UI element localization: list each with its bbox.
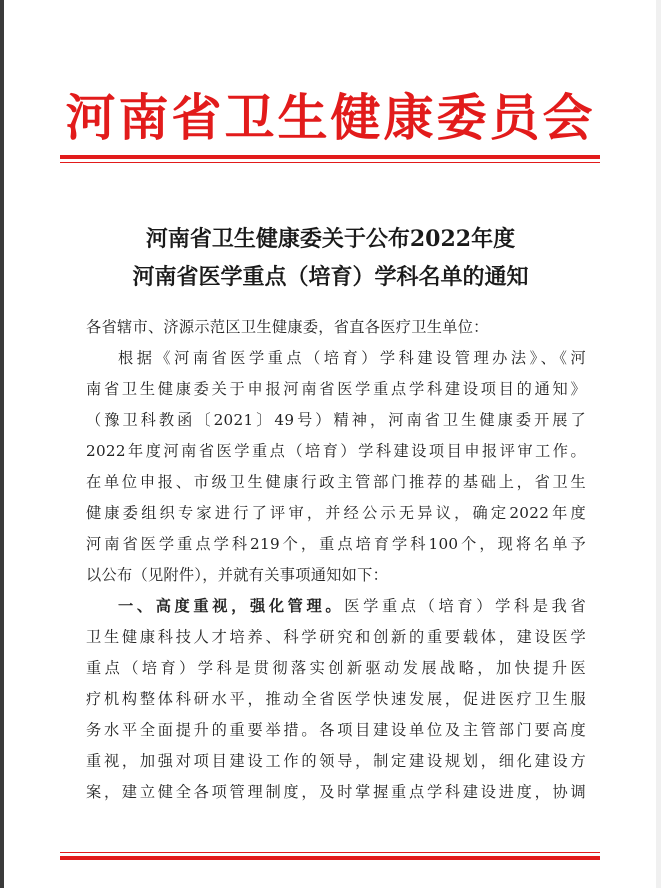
salutation: 各省辖市、济源示范区卫生健康委，省直各医疗卫生单位：	[86, 318, 489, 336]
paragraph1-line: 健康委组织专家进行了评审，并经公示无异议，确定2022年度	[86, 504, 586, 522]
section1-line: 务水平全面提升的重要举措。各项目建设单位及主管部门要高度	[86, 721, 586, 739]
section1-heading: 一、高度重视，强化管理。	[118, 597, 345, 615]
section1-line: 重点（培育）学科是贯彻落实创新驱动发展战略，加快提升医	[86, 659, 586, 677]
section1-line: 重视，加强对项目建设工作的领导，制定建设规划，细化建设方	[86, 752, 586, 770]
paragraph1-line: 根据《河南省医学重点（培育）学科建设管理办法》、《河	[118, 349, 586, 367]
section1-first-line-text: 医学重点（培育）学科是我省	[344, 597, 586, 615]
document-body	[86, 312, 586, 808]
paragraph1-line: 在单位申报、市级卫生健康行政主管部门推荐的基础上，省卫生	[86, 473, 586, 491]
section1-line: 疗机构整体科研水平，推动全省医学快速发展，促进医疗卫生服	[86, 690, 586, 708]
header-thin-rule	[60, 162, 600, 163]
paragraph1-line: 以公布（见附件），并就有关事项通知如下：	[86, 566, 389, 584]
footer-thick-rule	[60, 856, 600, 860]
paragraph1-line: 南省卫生健康委关于申报河南省医学重点学科建设项目的通知》	[86, 380, 586, 398]
section1-line: 卫生健康科技人才培养、科学研究和创新的重要载体，建设医学	[86, 628, 586, 646]
section1-line: 案，建立健全各项管理制度，及时掌握重点学科建设进度，协调	[86, 783, 586, 801]
header-thick-rule	[60, 155, 600, 159]
org-letterhead: 河南省卫生健康委员会	[65, 88, 596, 147]
paragraph1-line: 2022年度河南省医学重点（培育）学科建设项目申报评审工作。	[86, 442, 586, 460]
section1-first-line	[86, 591, 586, 622]
document-title-line-2: 河南省医学重点（培育）学科名单的通知	[132, 264, 529, 290]
footer-thin-rule	[60, 852, 600, 853]
paragraph1-line: （豫卫科教函〔2021〕49号）精神，河南省卫生健康委开展了	[86, 411, 586, 429]
paragraph1-line: 河南省医学重点学科219个，重点培育学科100个，现将名单予	[86, 535, 586, 553]
document-title-line-1: 河南省卫生健康委关于公布2022年度	[145, 226, 516, 252]
